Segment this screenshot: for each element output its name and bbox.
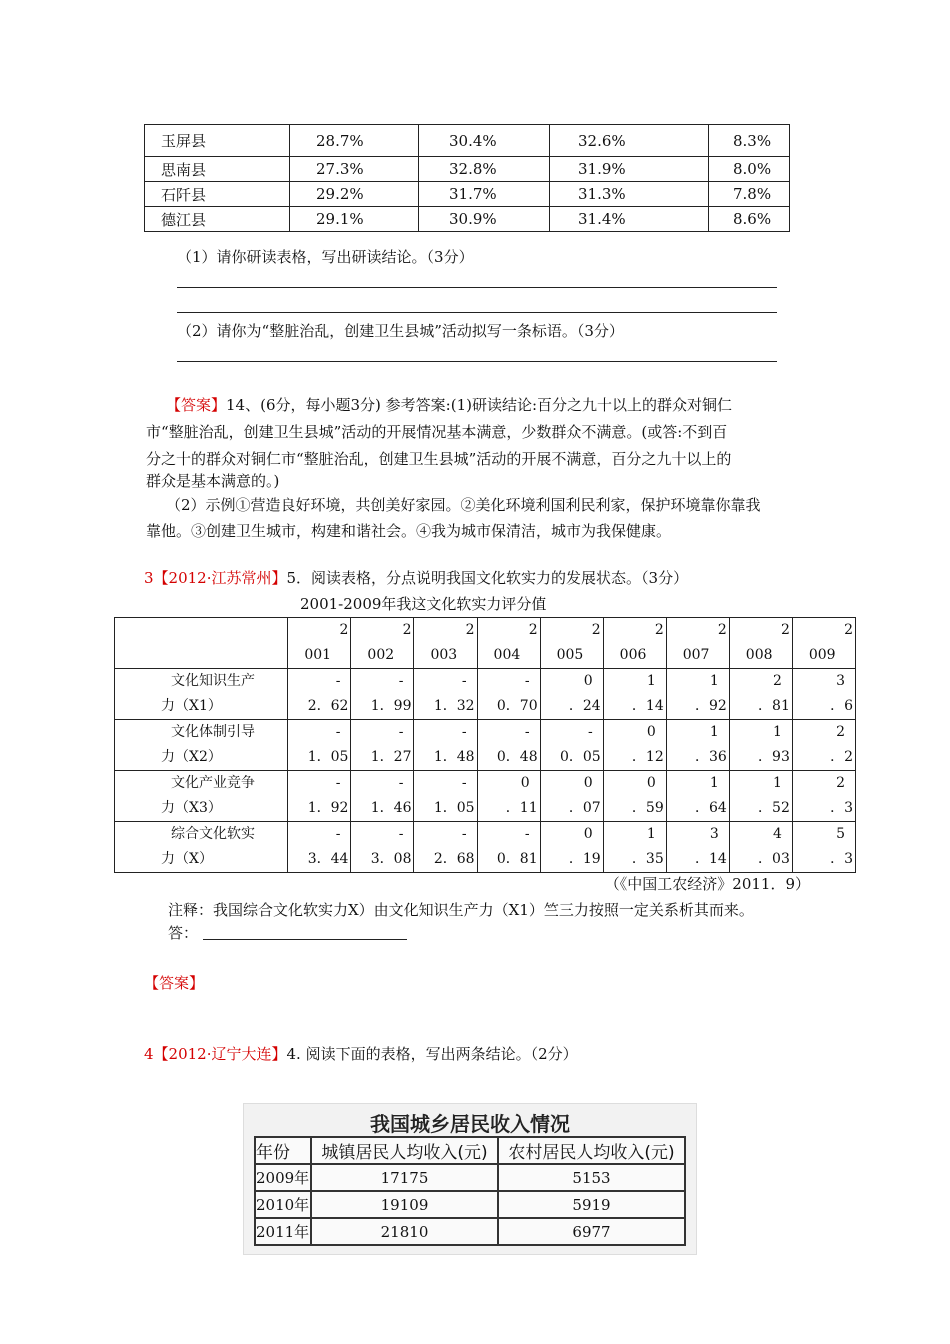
score-cell bbox=[792, 822, 855, 873]
score-cell bbox=[288, 669, 351, 720]
row-label-line-2: 力（X2） bbox=[161, 749, 222, 765]
table-row bbox=[255, 1191, 685, 1218]
year-part-2: 009 bbox=[808, 647, 836, 663]
year-part-2: 006 bbox=[619, 647, 647, 663]
year-part-1: 2 bbox=[591, 622, 601, 638]
score-cell bbox=[792, 771, 855, 822]
year-part-1: 2 bbox=[465, 622, 475, 638]
income-table-image bbox=[243, 1103, 697, 1255]
percent-cell: 30.4% bbox=[419, 125, 550, 157]
percent-cell: 31.4% bbox=[550, 207, 709, 232]
header-blank-cell bbox=[115, 618, 288, 669]
score-part-1: - bbox=[461, 775, 467, 791]
percent-cell: 8.6% bbox=[709, 207, 790, 232]
row-label-line-2: 力（X3） bbox=[161, 800, 222, 816]
score-part-2: ．59 bbox=[631, 800, 664, 816]
score-cell bbox=[603, 771, 666, 822]
score-part-2: ．12 bbox=[631, 749, 664, 765]
score-cell bbox=[540, 822, 603, 873]
score-part-2: 1．05 bbox=[433, 800, 475, 816]
score-cell bbox=[414, 720, 477, 771]
answer-line-1 bbox=[177, 287, 777, 288]
score-cell bbox=[477, 822, 540, 873]
score-part-2: ．93 bbox=[758, 749, 790, 765]
score-part-1: 1 bbox=[709, 724, 719, 740]
year-part-2: 004 bbox=[493, 647, 521, 663]
percent-cell: 28.7% bbox=[290, 125, 419, 157]
score-cell bbox=[666, 720, 729, 771]
answer-prompt: 答： bbox=[168, 924, 199, 942]
score-part-1: - bbox=[335, 826, 341, 842]
answer-1-line-6: 靠他。③创建卫生城市，构建和谐社会。④我为城市保清洁，城市为我保健康。 bbox=[146, 522, 672, 540]
score-cell bbox=[792, 720, 855, 771]
year-part-2: 001 bbox=[304, 647, 332, 663]
score-part-1: - bbox=[524, 673, 530, 689]
score-part-1: 3 bbox=[836, 673, 845, 689]
score-part-1: - bbox=[335, 775, 341, 791]
income-cell: 6977 bbox=[498, 1218, 685, 1245]
score-cell bbox=[351, 669, 414, 720]
score-cell bbox=[477, 771, 540, 822]
year-part-2: 005 bbox=[556, 647, 584, 663]
income-cell: 17175 bbox=[311, 1164, 498, 1191]
answer-1-line-1: 【答案】14、(6分，每小题3分) 参考答案:(1)研读结论:百分之九十以上的群众对铜仁 bbox=[166, 396, 733, 414]
score-part-2: ．03 bbox=[758, 851, 790, 867]
table-row bbox=[145, 182, 790, 207]
answer-line-2 bbox=[177, 312, 777, 313]
income-cell: 21810 bbox=[311, 1218, 498, 1245]
county-survey-table bbox=[144, 124, 790, 232]
score-part-1: - bbox=[587, 724, 593, 740]
year-cell bbox=[540, 618, 603, 669]
year-part-2: 008 bbox=[745, 647, 773, 663]
culture-power-table bbox=[114, 617, 856, 873]
year-cell: 2011年 bbox=[255, 1218, 311, 1245]
table-row bbox=[145, 125, 790, 157]
year-cell bbox=[666, 618, 729, 669]
year-part-1: 2 bbox=[402, 622, 412, 638]
answer-1-line-4: 群众是基本满意的。) bbox=[146, 472, 280, 490]
score-part-1: - bbox=[461, 673, 467, 689]
score-part-1: - bbox=[398, 724, 404, 740]
income-header-row bbox=[255, 1137, 685, 1164]
score-cell bbox=[603, 720, 666, 771]
score-part-1: 0 bbox=[646, 724, 656, 740]
year-header-row bbox=[115, 618, 856, 669]
row-label-line-2: 力（X） bbox=[161, 851, 213, 867]
percent-cell: 30.9% bbox=[419, 207, 550, 232]
percent-cell: 27.3% bbox=[290, 157, 419, 182]
percent-cell: 29.2% bbox=[290, 182, 419, 207]
year-part-2: 007 bbox=[682, 647, 710, 663]
year-cell bbox=[477, 618, 540, 669]
score-cell bbox=[540, 669, 603, 720]
score-part-1: 2 bbox=[772, 673, 782, 689]
score-part-2: 3．08 bbox=[370, 851, 412, 867]
year-cell bbox=[729, 618, 792, 669]
income-cell: 5919 bbox=[498, 1191, 685, 1218]
income-header-cell: 城镇居民人均收入(元) bbox=[311, 1137, 498, 1164]
county-name-cell: 德江县 bbox=[145, 207, 290, 232]
year-part-1: 2 bbox=[654, 622, 664, 638]
row-label-cell bbox=[115, 822, 288, 873]
score-part-2: 1．92 bbox=[307, 800, 349, 816]
year-cell bbox=[288, 618, 351, 669]
source-note: （《中国工农经济》2011．9） bbox=[604, 875, 810, 893]
row-label-cell bbox=[115, 771, 288, 822]
score-cell bbox=[603, 822, 666, 873]
row-label-line-1: 文化体制引导 bbox=[171, 724, 255, 740]
score-part-1: - bbox=[461, 826, 467, 842]
score-part-2: 1．48 bbox=[433, 749, 475, 765]
score-part-1: - bbox=[524, 724, 530, 740]
score-cell bbox=[351, 771, 414, 822]
score-cell bbox=[729, 720, 792, 771]
year-cell: 2009年 bbox=[255, 1164, 311, 1191]
score-part-1: 2 bbox=[836, 775, 845, 791]
score-part-2: ．3 bbox=[830, 851, 853, 867]
score-cell bbox=[729, 771, 792, 822]
score-part-1: - bbox=[398, 826, 404, 842]
score-cell bbox=[288, 771, 351, 822]
score-cell bbox=[666, 771, 729, 822]
score-cell bbox=[729, 669, 792, 720]
year-part-1: 2 bbox=[528, 622, 538, 638]
score-part-2: ．19 bbox=[568, 851, 601, 867]
table-row bbox=[255, 1164, 685, 1191]
row-label-cell bbox=[115, 720, 288, 771]
income-cell: 5153 bbox=[498, 1164, 685, 1191]
county-name-cell: 石阡县 bbox=[145, 182, 290, 207]
score-part-2: 1．05 bbox=[307, 749, 349, 765]
row-label-line-1: 综合文化软实 bbox=[171, 826, 255, 842]
score-part-2: 1．32 bbox=[433, 698, 475, 714]
year-part-1: 2 bbox=[844, 622, 853, 638]
income-table bbox=[254, 1136, 686, 1246]
row-label-line-1: 文化产业竞争 bbox=[171, 775, 255, 791]
score-part-2: 0．81 bbox=[496, 851, 538, 867]
year-cell: 2010年 bbox=[255, 1191, 311, 1218]
percent-cell: 31.7% bbox=[419, 182, 550, 207]
score-part-1: - bbox=[398, 775, 404, 791]
score-part-2: ．11 bbox=[505, 800, 538, 816]
row-label-line-1: 文化知识生产 bbox=[171, 673, 255, 689]
table-row bbox=[255, 1218, 685, 1245]
score-part-2: ．64 bbox=[694, 800, 727, 816]
year-cell bbox=[351, 618, 414, 669]
income-table-title: 我国城乡居民收入情况 bbox=[370, 1112, 570, 1136]
score-part-1: - bbox=[398, 673, 404, 689]
year-cell bbox=[792, 618, 855, 669]
table-note: 注释：我国综合文化软实力X）由文化知识生产力（X1）竺三力按照一定关系析其而来。 bbox=[168, 901, 754, 919]
score-cell bbox=[540, 771, 603, 822]
score-part-2: ．2 bbox=[830, 749, 853, 765]
year-part-2: 002 bbox=[367, 647, 395, 663]
score-cell bbox=[477, 720, 540, 771]
score-part-2: ．35 bbox=[631, 851, 664, 867]
score-cell bbox=[792, 669, 855, 720]
answer-1-line-5: （2）示例①营造良好环境，共创美好家园。②美化环境利国利民利家，保护环境靠你靠我 bbox=[166, 496, 761, 514]
percent-cell: 8.0% bbox=[709, 157, 790, 182]
score-cell bbox=[414, 822, 477, 873]
score-part-2: 1．46 bbox=[370, 800, 412, 816]
score-cell bbox=[288, 720, 351, 771]
score-part-1: 0 bbox=[583, 826, 593, 842]
score-cell bbox=[351, 822, 414, 873]
question-4-heading: 4【2012·辽宁大连】4. 阅读下面的表格，写出两条结论。（2分） bbox=[144, 1045, 578, 1063]
score-part-2: 2．68 bbox=[433, 851, 475, 867]
score-cell bbox=[729, 822, 792, 873]
score-part-1: 1 bbox=[772, 775, 782, 791]
score-part-2: 0．48 bbox=[496, 749, 538, 765]
question-2: （2）请你为“整脏治乱，创建卫生县城”活动拟写一条标语。（3分） bbox=[177, 322, 624, 340]
score-part-1: 0 bbox=[520, 775, 530, 791]
year-part-1: 2 bbox=[717, 622, 727, 638]
score-part-1: 1 bbox=[646, 673, 656, 689]
percent-cell: 29.1% bbox=[290, 207, 419, 232]
score-part-1: - bbox=[335, 724, 341, 740]
percent-cell: 31.3% bbox=[550, 182, 709, 207]
score-cell bbox=[666, 669, 729, 720]
year-cell bbox=[414, 618, 477, 669]
table-row bbox=[115, 720, 856, 771]
score-part-1: 1 bbox=[772, 724, 782, 740]
row-label-line-2: 力（X1） bbox=[161, 698, 222, 714]
percent-cell: 31.9% bbox=[550, 157, 709, 182]
table-row bbox=[115, 822, 856, 873]
score-part-1: - bbox=[524, 826, 530, 842]
year-part-2: 003 bbox=[430, 647, 458, 663]
score-part-2: ．81 bbox=[758, 698, 790, 714]
score-cell bbox=[666, 822, 729, 873]
score-part-2: 0．70 bbox=[496, 698, 538, 714]
score-part-1: 2 bbox=[836, 724, 845, 740]
score-cell bbox=[414, 669, 477, 720]
year-part-1: 2 bbox=[780, 622, 790, 638]
percent-cell: 8.3% bbox=[709, 125, 790, 157]
score-part-2: 3．44 bbox=[307, 851, 349, 867]
income-cell: 19109 bbox=[311, 1191, 498, 1218]
score-part-2: ．3 bbox=[830, 800, 853, 816]
table-row bbox=[115, 771, 856, 822]
score-part-2: ．52 bbox=[758, 800, 790, 816]
income-header-cell: 农村居民人均收入(元) bbox=[498, 1137, 685, 1164]
score-part-2: ．92 bbox=[694, 698, 727, 714]
score-part-2: ．36 bbox=[694, 749, 727, 765]
score-cell bbox=[477, 669, 540, 720]
score-cell bbox=[540, 720, 603, 771]
score-part-2: 0．05 bbox=[559, 749, 601, 765]
score-cell bbox=[414, 771, 477, 822]
county-name-cell: 玉屏县 bbox=[145, 125, 290, 157]
score-part-1: 1 bbox=[646, 826, 656, 842]
answer-underline bbox=[203, 939, 407, 940]
score-part-1: 0 bbox=[583, 775, 593, 791]
answer-1-line-2: 市“整脏治乱，创建卫生县城”活动的开展情况基本满意，少数群众不满意。(或答:不到百 bbox=[146, 423, 728, 441]
score-part-1: 3 bbox=[709, 826, 719, 842]
percent-cell: 32.8% bbox=[419, 157, 550, 182]
score-part-2: 2．62 bbox=[307, 698, 349, 714]
score-part-1: 5 bbox=[836, 826, 845, 842]
culture-table-title: 2001-2009年我这文化软实力评分值 bbox=[300, 595, 547, 613]
table-row bbox=[145, 207, 790, 232]
year-cell bbox=[603, 618, 666, 669]
score-part-2: ．07 bbox=[568, 800, 601, 816]
score-part-2: ．14 bbox=[694, 851, 727, 867]
score-part-2: ．24 bbox=[568, 698, 601, 714]
percent-cell: 32.6% bbox=[550, 125, 709, 157]
score-part-2: ．6 bbox=[830, 698, 853, 714]
score-part-1: 0 bbox=[646, 775, 656, 791]
table-row bbox=[115, 669, 856, 720]
score-part-1: 4 bbox=[772, 826, 782, 842]
question-3-heading: 3【2012·江苏常州】5．阅读表格，分点说明我国文化软实力的发展状态。（3分） bbox=[144, 569, 689, 587]
percent-cell: 7.8% bbox=[709, 182, 790, 207]
answer-tag-2: 【答案】 bbox=[144, 974, 205, 992]
county-name-cell: 思南县 bbox=[145, 157, 290, 182]
score-part-2: 1．99 bbox=[370, 698, 412, 714]
income-header-cell: 年份 bbox=[255, 1137, 311, 1164]
score-cell bbox=[288, 822, 351, 873]
score-part-1: - bbox=[335, 673, 341, 689]
answer-1-line-3: 分之十的群众对铜仁市“整脏治乱，创建卫生县城”活动的开展不满意，百分之九十以上的 bbox=[146, 450, 732, 468]
score-cell bbox=[603, 669, 666, 720]
score-part-2: 1．27 bbox=[370, 749, 412, 765]
answer-line-3 bbox=[177, 361, 777, 362]
answer-tag: 【答案】 bbox=[166, 396, 227, 414]
year-part-1: 2 bbox=[339, 622, 349, 638]
score-part-1: 1 bbox=[709, 673, 719, 689]
score-part-2: ．14 bbox=[631, 698, 664, 714]
score-part-1: 1 bbox=[709, 775, 719, 791]
score-part-1: 0 bbox=[583, 673, 593, 689]
score-part-1: - bbox=[461, 724, 467, 740]
question-1: （1）请你研读表格，写出研读结论。（3分） bbox=[177, 248, 474, 266]
table-row bbox=[145, 157, 790, 182]
score-cell bbox=[351, 720, 414, 771]
row-label-cell bbox=[115, 669, 288, 720]
